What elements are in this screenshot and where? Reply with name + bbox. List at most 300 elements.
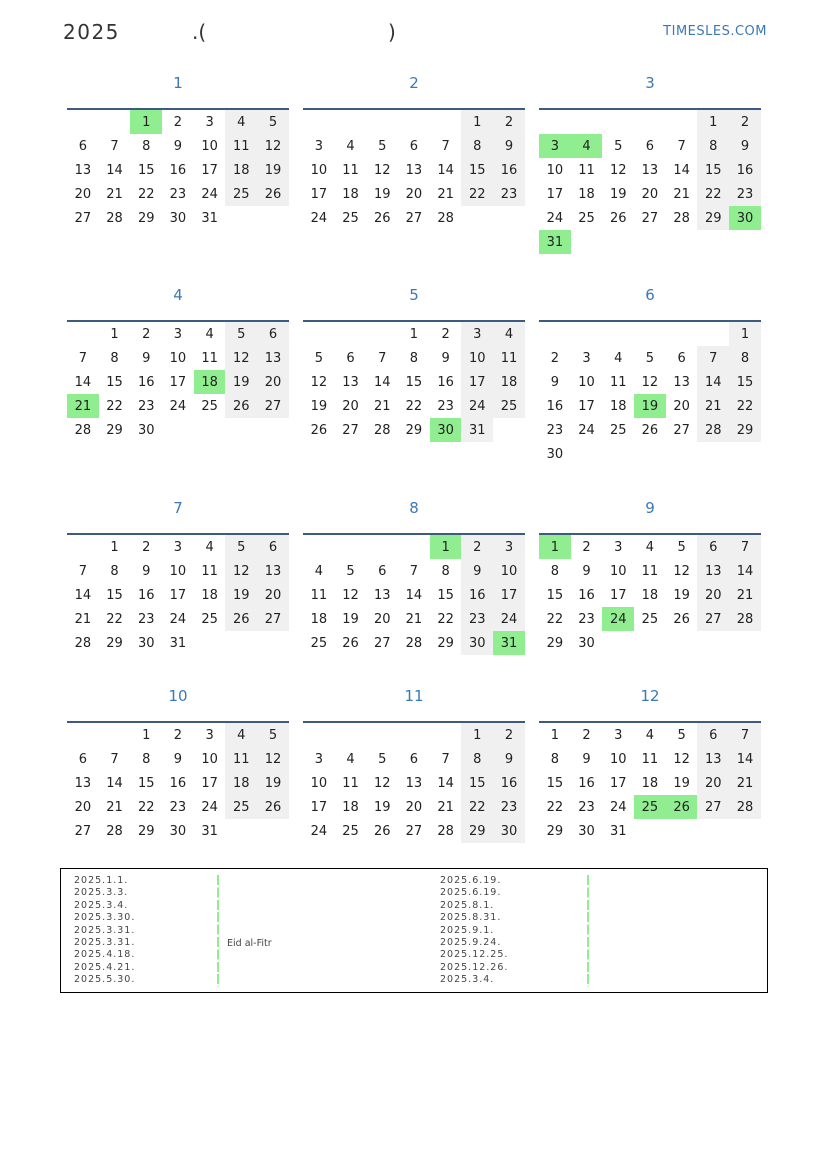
day-cell[interactable]: 15 [137,775,155,791]
day-cell[interactable]: 29 [461,819,493,843]
day-cell[interactable]: 15 [106,374,123,390]
day-cell[interactable]: 14 [405,587,423,603]
day-cell[interactable]: 26 [373,210,391,226]
day-cell[interactable]: 28 [697,418,729,442]
holiday-day-cell[interactable]: 3 [539,134,571,158]
day-cell[interactable]: 17 [169,587,187,603]
day-cell[interactable]: 4 [645,727,655,743]
day-cell[interactable]: 4 [205,539,214,555]
day-cell[interactable]: 13 [641,162,659,178]
day-cell[interactable]: 26 [225,394,257,418]
day-cell[interactable]: 10 [201,138,218,154]
day-cell[interactable]: 29 [405,422,423,438]
day-cell[interactable]: 16 [546,398,564,414]
day-cell[interactable]: 30 [493,819,525,843]
day-cell[interactable]: 25 [578,210,595,226]
day-cell[interactable]: 17 [169,374,187,390]
day-cell[interactable]: 30 [137,635,155,651]
day-cell[interactable]: 11 [609,374,627,390]
day-cell[interactable]: 2 [582,727,591,743]
day-cell[interactable]: 12 [310,374,328,390]
day-cell[interactable]: 21 [74,611,92,627]
day-cell[interactable]: 18 [493,370,525,394]
day-cell[interactable]: 17 [609,587,627,603]
day-cell[interactable]: 8 [110,350,119,366]
day-cell[interactable]: 22 [461,182,493,206]
day-cell[interactable]: 15 [461,158,493,182]
day-cell[interactable]: 2 [142,539,151,555]
day-cell[interactable]: 2 [173,114,183,130]
day-cell[interactable]: 3 [314,138,323,154]
day-cell[interactable]: 23 [169,186,187,202]
day-cell[interactable]: 13 [673,374,690,390]
day-cell[interactable]: 10 [310,162,328,178]
day-cell[interactable]: 10 [578,374,595,390]
day-cell[interactable]: 20 [74,186,92,202]
day-cell[interactable]: 17 [609,775,627,791]
day-cell[interactable]: 1 [461,110,493,134]
day-cell[interactable]: 4 [346,138,355,154]
day-cell[interactable]: 30 [578,635,595,651]
day-cell[interactable]: 3 [582,350,591,366]
day-cell[interactable]: 22 [137,799,155,815]
day-cell[interactable]: 19 [225,583,257,607]
day-cell[interactable]: 13 [257,559,289,583]
day-cell[interactable]: 18 [641,775,659,791]
day-cell[interactable]: 8 [142,751,151,767]
day-cell[interactable]: 29 [137,210,155,226]
day-cell[interactable]: 26 [373,823,391,839]
day-cell[interactable]: 14 [729,559,761,583]
day-cell[interactable]: 22 [461,795,493,819]
day-cell[interactable]: 17 [201,162,218,178]
day-cell[interactable]: 8 [142,138,151,154]
day-cell[interactable]: 22 [106,398,123,414]
day-cell[interactable]: 20 [373,611,391,627]
day-cell[interactable]: 13 [697,559,729,583]
day-cell[interactable]: 6 [346,350,355,366]
holiday-day-cell[interactable]: 4 [571,134,603,158]
day-cell[interactable]: 29 [546,635,564,651]
day-cell[interactable]: 4 [645,539,655,555]
day-cell[interactable]: 20 [257,583,289,607]
day-cell[interactable]: 13 [342,374,359,390]
day-cell[interactable]: 2 [142,326,151,342]
day-cell[interactable]: 28 [405,635,423,651]
day-cell[interactable]: 4 [314,563,323,579]
day-cell[interactable]: 8 [441,563,450,579]
day-cell[interactable]: 24 [169,398,187,414]
day-cell[interactable]: 19 [225,370,257,394]
day-cell[interactable]: 12 [673,563,690,579]
day-cell[interactable]: 18 [609,398,627,414]
day-cell[interactable]: 20 [74,799,92,815]
day-cell[interactable]: 24 [310,823,328,839]
day-cell[interactable]: 9 [173,138,183,154]
day-cell[interactable]: 21 [437,799,454,815]
day-cell[interactable]: 3 [493,535,525,559]
day-cell[interactable]: 5 [257,723,289,747]
day-cell[interactable]: 9 [582,751,591,767]
day-cell[interactable]: 12 [641,374,659,390]
day-cell[interactable]: 16 [493,158,525,182]
day-cell[interactable]: 14 [437,162,454,178]
day-cell[interactable]: 8 [409,350,419,366]
day-cell[interactable]: 20 [405,799,423,815]
day-cell[interactable]: 25 [310,635,328,651]
day-cell[interactable]: 15 [106,587,123,603]
day-cell[interactable]: 14 [106,162,123,178]
day-cell[interactable]: 12 [373,162,391,178]
day-cell[interactable]: 16 [169,775,187,791]
day-cell[interactable]: 26 [673,611,690,627]
day-cell[interactable]: 7 [441,138,450,154]
day-cell[interactable]: 19 [373,799,391,815]
day-cell[interactable]: 11 [225,134,257,158]
day-cell[interactable]: 13 [405,775,423,791]
day-cell[interactable]: 9 [441,350,450,366]
day-cell[interactable]: 18 [578,186,595,202]
day-cell[interactable]: 19 [342,611,359,627]
day-cell[interactable]: 19 [609,186,627,202]
day-cell[interactable]: 24 [310,210,328,226]
day-cell[interactable]: 9 [493,747,525,771]
day-cell[interactable]: 29 [106,422,123,438]
day-cell[interactable]: 22 [437,611,454,627]
holiday-day-cell[interactable]: 19 [634,394,666,418]
day-cell[interactable]: 7 [78,563,87,579]
day-cell[interactable]: 4 [346,751,355,767]
day-cell[interactable]: 30 [461,631,493,655]
day-cell[interactable]: 30 [137,422,155,438]
day-cell[interactable]: 24 [609,799,627,815]
holiday-day-cell[interactable]: 25 [634,795,666,819]
day-cell[interactable]: 15 [437,587,454,603]
day-cell[interactable]: 6 [645,138,655,154]
day-cell[interactable]: 11 [493,346,525,370]
day-cell[interactable]: 7 [729,723,761,747]
day-cell[interactable]: 20 [697,583,729,607]
day-cell[interactable]: 14 [106,775,123,791]
day-cell[interactable]: 29 [697,206,729,230]
day-cell[interactable]: 15 [697,158,729,182]
day-cell[interactable]: 27 [373,635,391,651]
day-cell[interactable]: 11 [342,775,359,791]
day-cell[interactable]: 24 [578,422,595,438]
day-cell[interactable]: 6 [409,138,419,154]
day-cell[interactable]: 6 [257,322,289,346]
day-cell[interactable]: 27 [697,795,729,819]
day-cell[interactable]: 17 [461,370,493,394]
day-cell[interactable]: 12 [342,587,359,603]
day-cell[interactable]: 2 [173,727,183,743]
day-cell[interactable]: 1 [729,322,761,346]
day-cell[interactable]: 23 [137,611,155,627]
day-cell[interactable]: 3 [173,326,183,342]
day-cell[interactable]: 18 [310,611,328,627]
day-cell[interactable]: 25 [201,398,218,414]
day-cell[interactable]: 12 [609,162,627,178]
day-cell[interactable]: 30 [546,446,564,462]
day-cell[interactable]: 10 [609,751,627,767]
day-cell[interactable]: 21 [106,186,123,202]
day-cell[interactable]: 29 [546,823,564,839]
day-cell[interactable]: 12 [673,751,690,767]
day-cell[interactable]: 4 [205,326,214,342]
day-cell[interactable]: 27 [673,422,690,438]
day-cell[interactable]: 11 [225,747,257,771]
day-cell[interactable]: 1 [461,723,493,747]
day-cell[interactable]: 23 [578,611,595,627]
day-cell[interactable]: 30 [169,210,187,226]
day-cell[interactable]: 13 [257,346,289,370]
holiday-day-cell[interactable]: 30 [729,206,761,230]
day-cell[interactable]: 22 [546,799,564,815]
day-cell[interactable]: 3 [173,539,183,555]
day-cell[interactable]: 7 [378,350,387,366]
day-cell[interactable]: 16 [578,587,595,603]
day-cell[interactable]: 30 [169,823,187,839]
day-cell[interactable]: 14 [437,775,454,791]
day-cell[interactable]: 20 [641,186,659,202]
day-cell[interactable]: 28 [106,823,123,839]
day-cell[interactable]: 27 [405,823,423,839]
day-cell[interactable]: 25 [609,422,627,438]
day-cell[interactable]: 6 [378,563,387,579]
day-cell[interactable]: 26 [257,182,289,206]
day-cell[interactable]: 21 [673,186,690,202]
day-cell[interactable]: 31 [461,418,493,442]
day-cell[interactable]: 4 [225,723,257,747]
brand-link[interactable]: TIMESLES.COM [663,24,767,39]
day-cell[interactable]: 28 [74,635,92,651]
holiday-day-cell[interactable]: 1 [130,110,162,134]
day-cell[interactable]: 5 [378,751,387,767]
day-cell[interactable]: 28 [729,607,761,631]
day-cell[interactable]: 14 [673,162,690,178]
day-cell[interactable]: 2 [493,110,525,134]
day-cell[interactable]: 27 [342,422,359,438]
day-cell[interactable]: 2 [461,535,493,559]
day-cell[interactable]: 24 [546,210,564,226]
day-cell[interactable]: 12 [225,559,257,583]
day-cell[interactable]: 19 [673,775,690,791]
day-cell[interactable]: 7 [441,751,450,767]
day-cell[interactable]: 14 [373,374,391,390]
day-cell[interactable]: 31 [169,635,187,651]
day-cell[interactable]: 23 [546,422,564,438]
day-cell[interactable]: 3 [461,322,493,346]
day-cell[interactable]: 16 [137,374,155,390]
day-cell[interactable]: 2 [493,723,525,747]
day-cell[interactable]: 1 [110,539,119,555]
day-cell[interactable]: 18 [225,158,257,182]
day-cell[interactable]: 9 [550,374,559,390]
day-cell[interactable]: 15 [729,370,761,394]
day-cell[interactable]: 12 [257,747,289,771]
day-cell[interactable]: 11 [641,751,659,767]
day-cell[interactable]: 14 [697,370,729,394]
day-cell[interactable]: 10 [461,346,493,370]
day-cell[interactable]: 26 [641,422,659,438]
day-cell[interactable]: 25 [342,210,359,226]
day-cell[interactable]: 30 [578,823,595,839]
holiday-day-cell[interactable]: 24 [602,607,634,631]
day-cell[interactable]: 18 [641,587,659,603]
day-cell[interactable]: 27 [405,210,423,226]
day-cell[interactable]: 24 [201,186,218,202]
holiday-day-cell[interactable]: 31 [539,230,571,254]
day-cell[interactable]: 9 [582,563,591,579]
day-cell[interactable]: 5 [225,322,257,346]
day-cell[interactable]: 23 [169,799,187,815]
day-cell[interactable]: 16 [137,587,155,603]
day-cell[interactable]: 18 [342,799,359,815]
day-cell[interactable]: 11 [201,350,218,366]
day-cell[interactable]: 25 [225,182,257,206]
day-cell[interactable]: 6 [78,751,87,767]
day-cell[interactable]: 23 [137,398,155,414]
day-cell[interactable]: 29 [106,635,123,651]
day-cell[interactable]: 28 [437,210,454,226]
day-cell[interactable]: 7 [729,535,761,559]
day-cell[interactable]: 21 [729,771,761,795]
day-cell[interactable]: 26 [310,422,328,438]
day-cell[interactable]: 16 [578,775,595,791]
day-cell[interactable]: 10 [169,563,187,579]
day-cell[interactable]: 20 [257,370,289,394]
day-cell[interactable]: 28 [437,823,454,839]
day-cell[interactable]: 5 [677,539,686,555]
day-cell[interactable]: 28 [373,422,391,438]
day-cell[interactable]: 20 [697,771,729,795]
day-cell[interactable]: 13 [74,162,92,178]
day-cell[interactable]: 31 [201,823,218,839]
day-cell[interactable]: 1 [409,326,419,342]
day-cell[interactable]: 2 [441,326,450,342]
holiday-day-cell[interactable]: 18 [194,370,226,394]
day-cell[interactable]: 10 [609,563,627,579]
day-cell[interactable]: 17 [546,186,564,202]
day-cell[interactable]: 3 [314,751,323,767]
day-cell[interactable]: 19 [373,186,391,202]
day-cell[interactable]: 23 [437,398,454,414]
day-cell[interactable]: 23 [461,607,493,631]
day-cell[interactable]: 5 [378,138,387,154]
day-cell[interactable]: 24 [493,607,525,631]
day-cell[interactable]: 18 [225,771,257,795]
day-cell[interactable]: 25 [493,394,525,418]
day-cell[interactable]: 19 [257,158,289,182]
day-cell[interactable]: 1 [110,326,119,342]
day-cell[interactable]: 11 [201,563,218,579]
day-cell[interactable]: 13 [697,747,729,771]
day-cell[interactable]: 24 [461,394,493,418]
day-cell[interactable]: 27 [257,607,289,631]
day-cell[interactable]: 16 [437,374,454,390]
day-cell[interactable]: 3 [205,114,214,130]
day-cell[interactable]: 17 [493,583,525,607]
day-cell[interactable]: 11 [310,587,328,603]
day-cell[interactable]: 8 [110,563,119,579]
day-cell[interactable]: 7 [78,350,87,366]
holiday-day-cell[interactable]: 26 [666,795,698,819]
day-cell[interactable]: 31 [609,823,627,839]
day-cell[interactable]: 9 [461,559,493,583]
day-cell[interactable]: 8 [550,563,559,579]
day-cell[interactable]: 22 [546,611,564,627]
day-cell[interactable]: 9 [142,350,151,366]
day-cell[interactable]: 18 [342,186,359,202]
day-cell[interactable]: 6 [409,751,419,767]
day-cell[interactable]: 21 [697,394,729,418]
day-cell[interactable]: 23 [493,182,525,206]
day-cell[interactable]: 21 [729,583,761,607]
day-cell[interactable]: 13 [373,587,391,603]
day-cell[interactable]: 7 [110,751,119,767]
day-cell[interactable]: 26 [257,795,289,819]
day-cell[interactable]: 28 [106,210,123,226]
day-cell[interactable]: 5 [346,563,355,579]
day-cell[interactable]: 7 [697,346,729,370]
day-cell[interactable]: 5 [645,350,655,366]
day-cell[interactable]: 21 [437,186,454,202]
day-cell[interactable]: 4 [614,350,623,366]
day-cell[interactable]: 13 [74,775,92,791]
day-cell[interactable]: 21 [405,611,423,627]
day-cell[interactable]: 29 [437,635,454,651]
day-cell[interactable]: 17 [310,799,328,815]
day-cell[interactable]: 4 [493,322,525,346]
day-cell[interactable]: 29 [729,418,761,442]
day-cell[interactable]: 22 [137,186,155,202]
day-cell[interactable]: 11 [342,162,359,178]
day-cell[interactable]: 19 [673,587,690,603]
day-cell[interactable]: 11 [641,563,659,579]
day-cell[interactable]: 20 [342,398,359,414]
day-cell[interactable]: 6 [677,350,686,366]
day-cell[interactable]: 27 [74,210,92,226]
day-cell[interactable]: 3 [614,539,623,555]
day-cell[interactable]: 23 [578,799,595,815]
day-cell[interactable]: 6 [697,535,729,559]
day-cell[interactable]: 12 [373,775,391,791]
day-cell[interactable]: 24 [169,611,187,627]
day-cell[interactable]: 10 [201,751,218,767]
day-cell[interactable]: 2 [582,539,591,555]
day-cell[interactable]: 3 [614,727,623,743]
day-cell[interactable]: 27 [697,607,729,631]
day-cell[interactable]: 17 [310,186,328,202]
day-cell[interactable]: 5 [614,138,623,154]
day-cell[interactable]: 16 [169,162,187,178]
day-cell[interactable]: 25 [201,611,218,627]
day-cell[interactable]: 9 [729,134,761,158]
day-cell[interactable]: 19 [310,398,328,414]
day-cell[interactable]: 29 [137,823,155,839]
day-cell[interactable]: 26 [342,635,359,651]
day-cell[interactable]: 9 [142,563,151,579]
holiday-day-cell[interactable]: 21 [67,394,99,418]
day-cell[interactable]: 22 [729,394,761,418]
day-cell[interactable]: 21 [373,398,391,414]
day-cell[interactable]: 15 [546,587,564,603]
day-cell[interactable]: 8 [729,346,761,370]
day-cell[interactable]: 12 [225,346,257,370]
day-cell[interactable]: 20 [673,398,690,414]
day-cell[interactable]: 17 [578,398,595,414]
day-cell[interactable]: 5 [225,535,257,559]
